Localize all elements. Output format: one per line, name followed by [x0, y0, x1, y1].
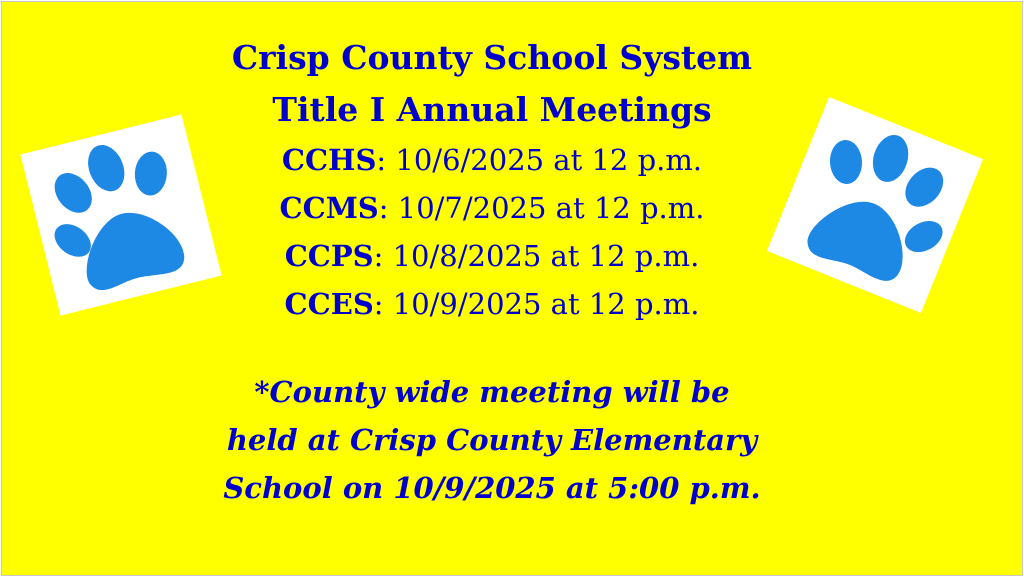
note-line-3: School on 10/9/2025 at 5:00 p.m.	[223, 471, 761, 505]
meeting-item-ccms	[152, 184, 832, 232]
meeting-details: : 10/9/2025 at 12 p.m.	[373, 287, 700, 321]
meeting-details: : 10/7/2025 at 12 p.m.	[378, 191, 705, 225]
meeting-details: : 10/6/2025 at 12 p.m.	[376, 143, 703, 177]
meeting-school: CCES	[284, 287, 374, 321]
meeting-item-cchs	[152, 136, 832, 184]
meeting-list	[152, 136, 832, 328]
meeting-details: : 10/8/2025 at 12 p.m.	[373, 239, 700, 273]
announcement-slide	[1, 1, 1023, 576]
meeting-item-cces	[152, 280, 832, 328]
title-block	[152, 32, 832, 136]
note-line-2: held at Crisp County Elementary	[226, 423, 758, 457]
meeting-item-ccps	[152, 232, 832, 280]
meeting-school: CCMS	[279, 191, 379, 225]
meeting-school: CCPS	[284, 239, 374, 273]
title-line-1: Crisp County School System	[231, 38, 753, 77]
meeting-school: CCHS	[281, 143, 377, 177]
county-wide-note	[132, 368, 852, 512]
note-line-1: *County wide meeting will be	[254, 375, 730, 409]
title-line-2: Title I Annual Meetings	[272, 90, 712, 129]
